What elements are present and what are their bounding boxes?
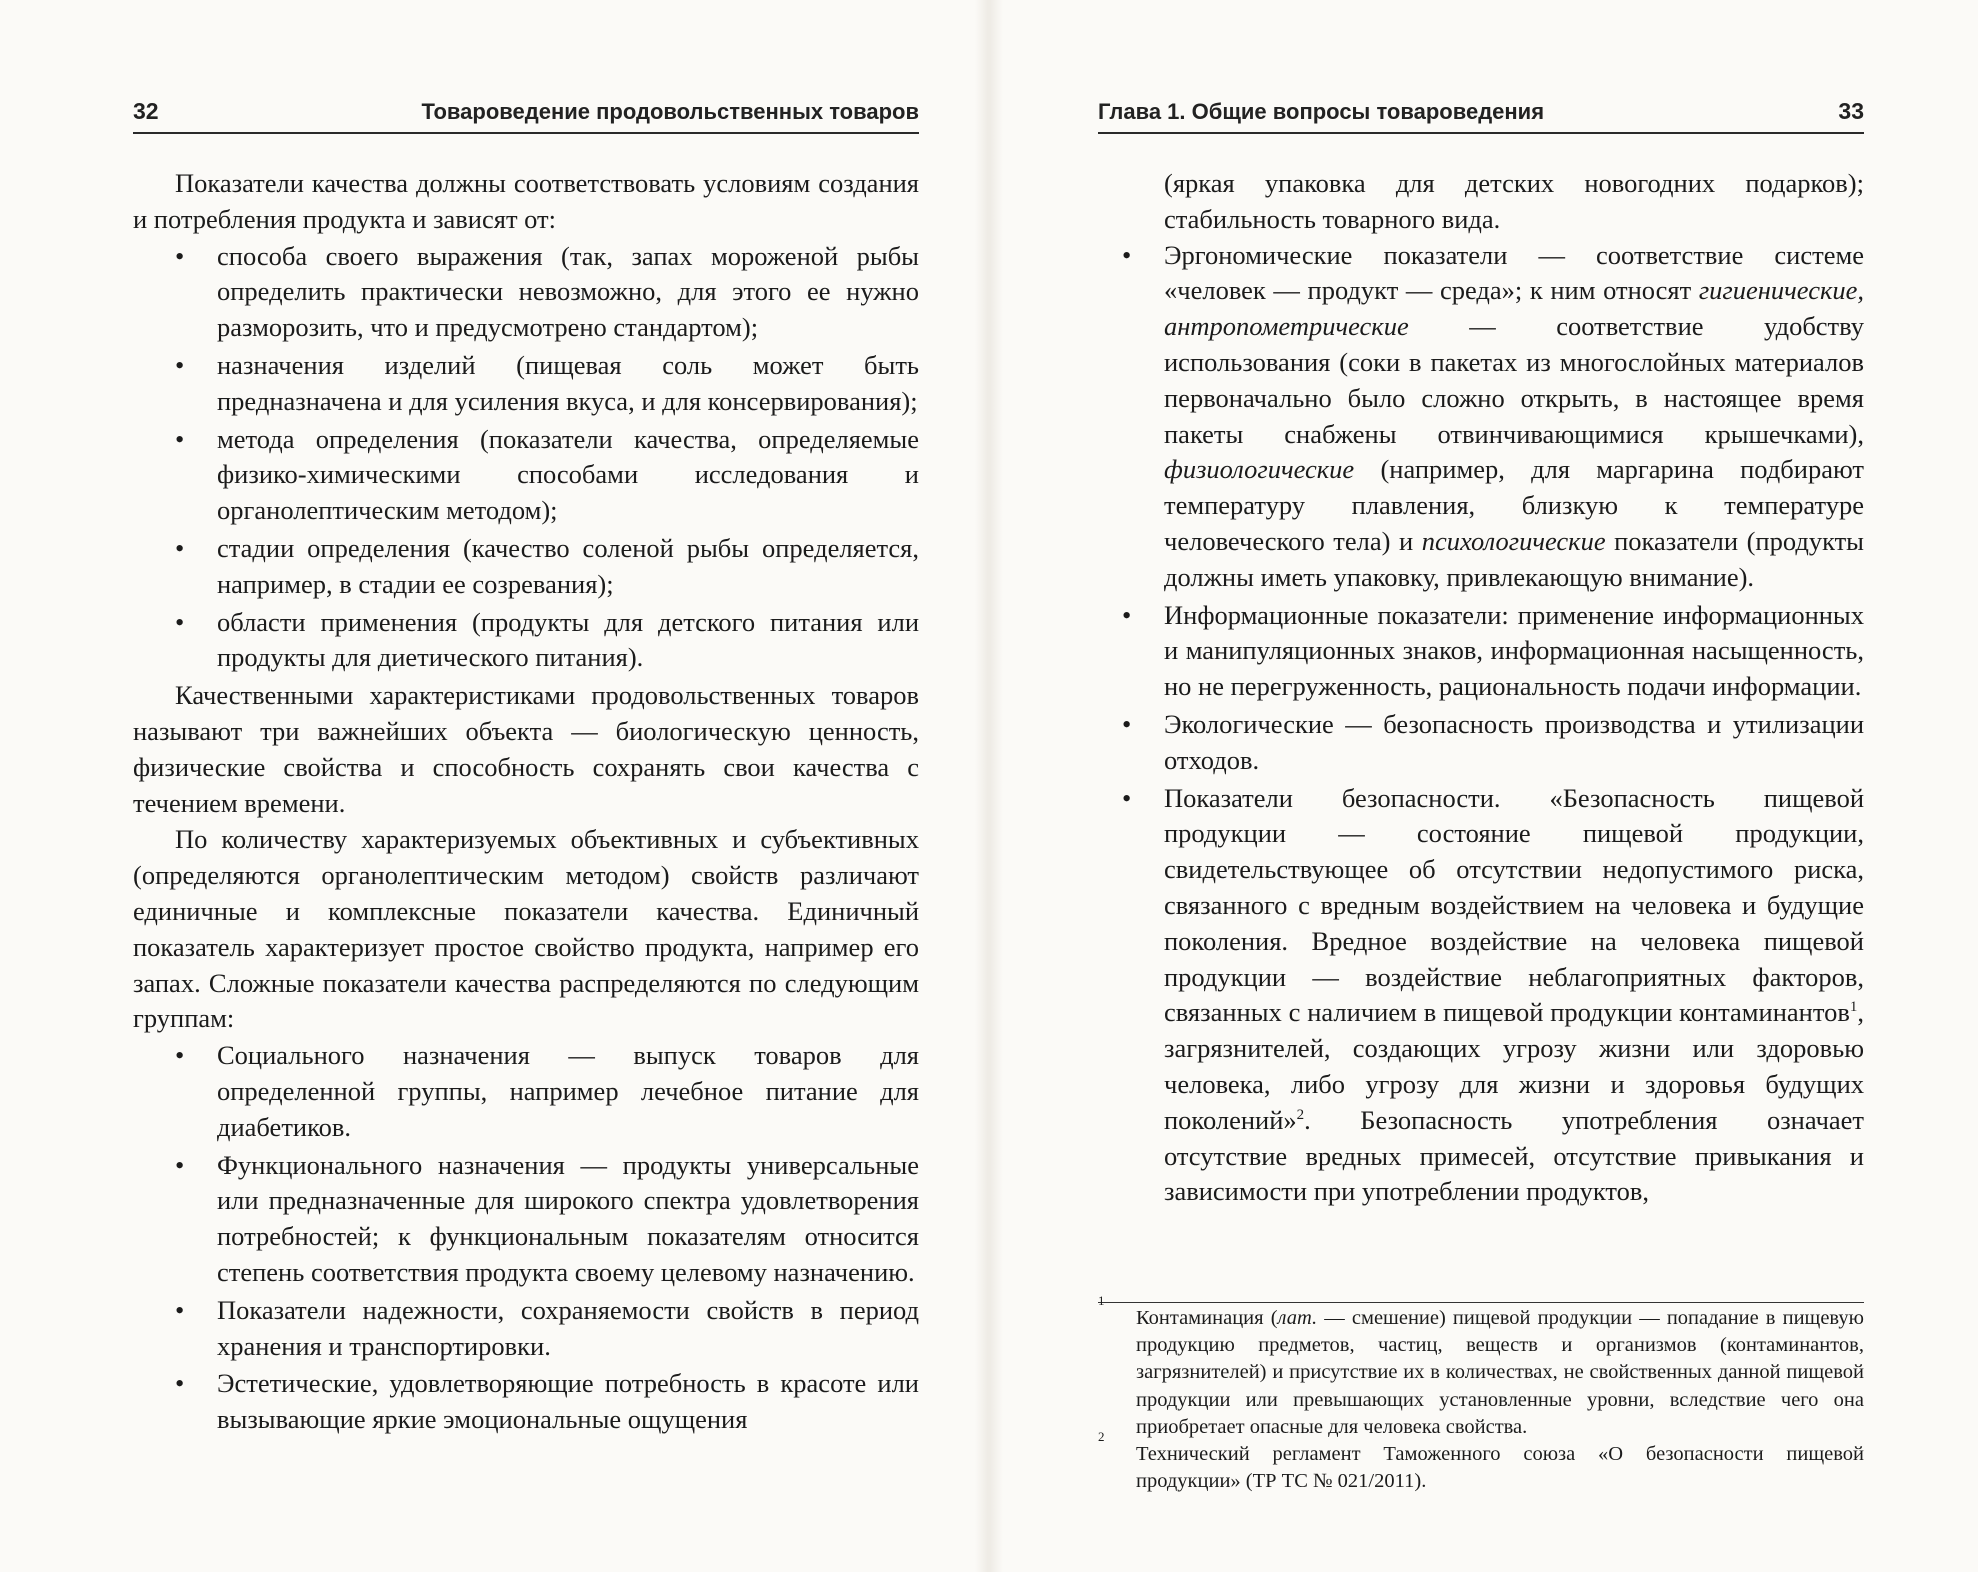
footnote-ref-2: 2	[1296, 1106, 1305, 1123]
footnote-1: 1 Контаминация (лат. — смешение) пищевой продукции — попадание в пищевую продукцию предметов, частиц, веществ и организмов (контаминантов, загрязнителей) и присутствие их в количествах, не свойственных данной пищевой продукции или превышающих установленные уровни, вследствие чего она приобретает опасные для человека свойства.	[1098, 1293, 1864, 1438]
list-item: • назначения изделий (пищевая соль может быть предназначена и для усиления вкуса, и для консервирования);	[175, 349, 919, 416]
page-number-left: 32	[133, 98, 159, 124]
list-item: • Эстетические, удовлетворяющие потребность в красоте или вызывающие яркие эмоциональные ощущения	[175, 1368, 919, 1435]
page-number-right: 33	[1838, 98, 1864, 124]
list-item: • способа своего выражения (так, запах мороженой рыбы определить практически невозможно, для этого ее нужно разморозить, что и предусмотрено стандартом);	[175, 240, 919, 343]
right-page-body	[1098, 166, 1864, 1212]
footnotes	[1098, 1293, 1864, 1495]
list-item: • стадии определения (качество соленой рыбы определяется, например, в стадии ее созревания);	[175, 532, 919, 599]
left-page-header	[133, 98, 919, 134]
intro-paragraph: Показатели качества должны соответствовать условиям создания и потребления продукта и зависят от:	[133, 168, 919, 234]
list-item: • Социального назначения — выпуск товаров для определенной группы, например лечебное питание для диабетиков.	[175, 1040, 919, 1142]
paragraph-quality-characteristics: Качественными характеристиками продовольственных товаров называют три важнейших объекта — биологическую ценность, физические свойства и способность сохранять свои качества с течением времени.	[133, 680, 919, 818]
footnote-ref-1: 1	[1849, 999, 1858, 1016]
list-item: • области применения (продукты для детского питания или продукты для диетического питания).	[175, 606, 919, 673]
footnote-rule	[1098, 1302, 1864, 1303]
list-item-ergonomic: • Эргономические показатели — соответствие системе «человек — продукт — среда»; к ним относят гигиенические, антропометрические — соответствие удобству использования (соки в пакетах из многослойных материалов первоначально было сложно открыть, в настоящее время пакеты снабжены отвинчивающимися крышечками), физиологические (например, для маргарина подбирают температуру плавления, близкую к температуре человеческого тела) и психологические показатели (продукты должны иметь упаковку, привлекающую внимание).	[1122, 239, 1864, 592]
running-head-right: Глава 1. Общие вопросы товароведения	[1098, 99, 1545, 124]
list-item-ecological: • Экологические — безопасность производства и утилизации отходов.	[1122, 708, 1864, 775]
list-item-safety: • Показатели безопасности. «Безопасность пищевой продукции — состояние пищевой продукции, свидетельствующее об отсутствии недопустимого риска, связанного с вредным воздействием на человека и будущие поколения. Вредное воздействие на человека пищевой продукции — воздействие неблагоприятных факторов, связанных с наличием в пищевой продукции контаминантов$^1$, загрязнителей, создающих угрозу жизни или здоровью человека, либо угрозу для жизни и здоровья будущих поколений»$^2$. Безопасность употребления означает отсутствие вредных примесей, отсутствие привыкания и зависимости при употреблении продуктов,	[1122, 782, 1864, 1207]
dependency-list	[133, 239, 919, 677]
list-item: • Функционального назначения — продукты универсальные или предназначенные для широкого спектра удовлетворения потребностей; к функциональным показателям относится степень соответствия продукта своему целевому назначению.	[175, 1149, 919, 1287]
footnote-2: 2 Технический регламент Таможенного союза «О безопасности пищевой продукции» (ТР ТС № 021/2011).	[1098, 1429, 1864, 1493]
right-page	[989, 0, 1978, 1572]
left-page-body	[133, 166, 919, 1440]
list-item-informational: • Информационные показатели: применение информационных и манипуляционных знаков, информационная насыщенность, но не перегруженность, рациональность подачи информации.	[1122, 599, 1864, 702]
paragraph-indicator-groups: По количеству характеризуемых объективных и субъективных (определяются органолептическим методом) свойств различают единичные и комплексные показатели качества. Единичный показатель характеризует простое свойство продукта, например его запах. Сложные показатели качества распределяются по следующим группам:	[133, 824, 919, 1034]
right-page-header	[1098, 98, 1864, 134]
list-item: • метода определения (показатели качества, определяемые физико-химическими способами исследования и органолептическим методом);	[175, 423, 919, 526]
running-head-left: Товароведение продовольственных товаров	[421, 99, 919, 124]
indicator-groups-list-continued	[1098, 238, 1864, 1211]
indicator-groups-list	[133, 1038, 919, 1438]
continuation-text: (яркая упаковка для детских новогодних подарков); стабильность товарного вида.	[1164, 168, 1864, 234]
list-item: • Показатели надежности, сохраняемости свойств в период хранения и транспортировки.	[175, 1294, 919, 1361]
